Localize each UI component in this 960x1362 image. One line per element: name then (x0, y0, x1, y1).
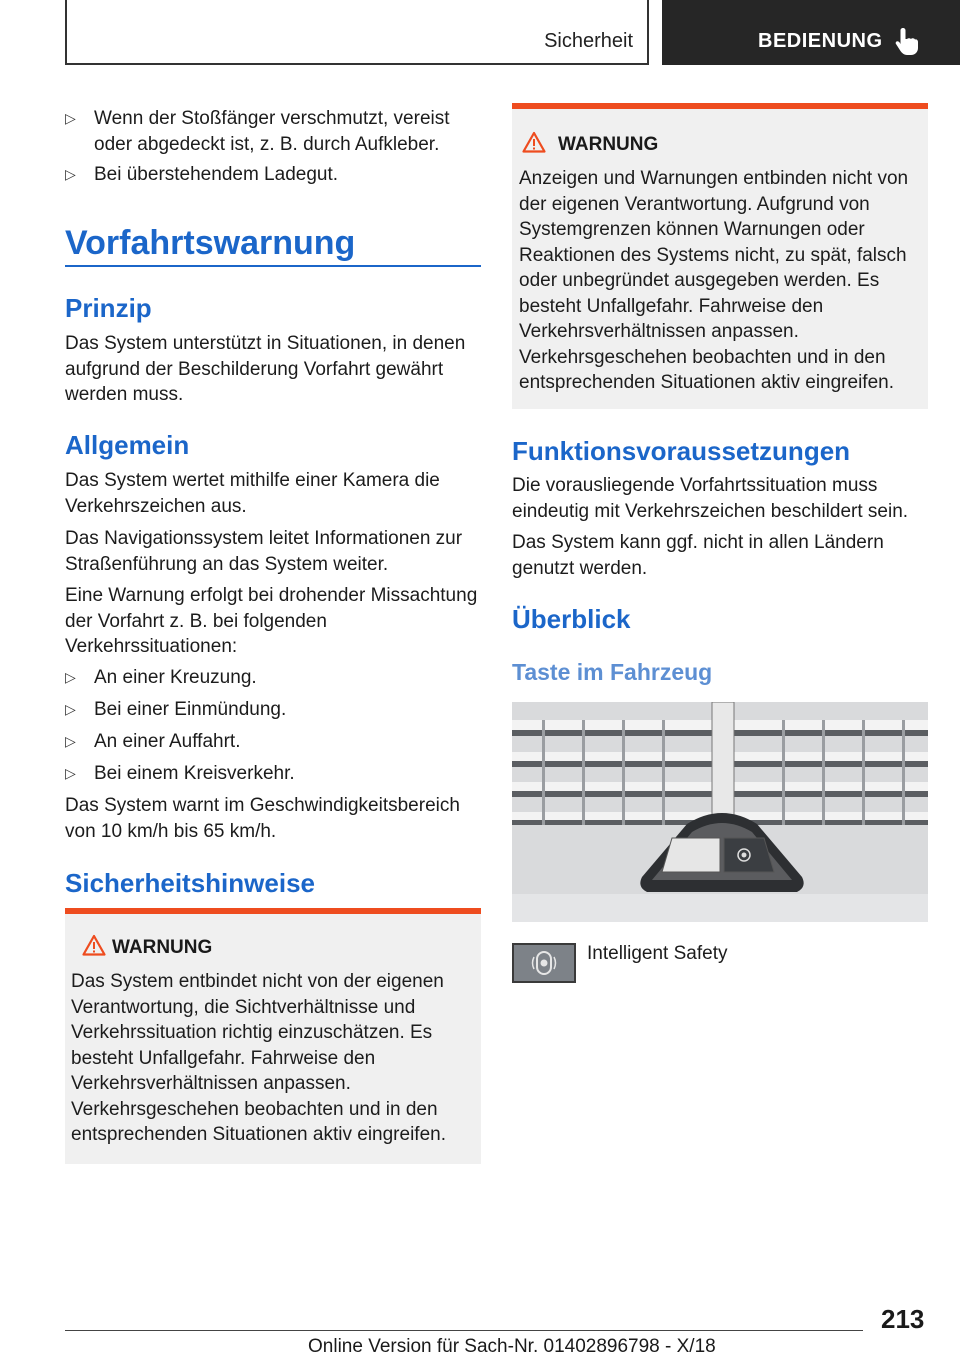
intelligent-safety-button (512, 943, 576, 983)
button-location-photo (512, 702, 928, 922)
heading-allgemein: Allgemein (65, 430, 190, 460)
warning-triangle-icon (522, 131, 546, 153)
heading-sicherheitshinweise: Sicherheitshinweise (65, 868, 315, 898)
list-item: ▷ Wenn der Stoßfänger verschmutzt, vereist oder abgedeckt ist, z. B. durch Aufkleber. (65, 108, 450, 155)
speed-range-text: Das System warnt im Geschwindigkeitsbereich von 10 km/h bis 65 km/h. (65, 795, 460, 842)
warning-triangle-icon (82, 934, 106, 956)
triangle-bullet-icon: ▷ (65, 669, 76, 685)
allgemein-text-1: Das System wertet mithilfe einer Kamera die Verkehrszeichen aus. (65, 470, 440, 517)
list-item: ▷ Bei einer Einmündung. (65, 697, 465, 723)
allgemein-text-2: Das Navigationssystem leitet Informationen zur Straßenführung an das System weiter. (65, 528, 463, 575)
heading-funktionsvoraussetzungen: Funktionsvoraussetzungen (512, 436, 851, 466)
heading-ueberblick: Überblick (512, 604, 631, 634)
title-divider (65, 265, 481, 267)
list-item: ▷ Bei einem Kreisverkehr. (65, 761, 465, 787)
triangle-bullet-icon: ▷ (65, 701, 76, 717)
hand-pointer-icon (894, 26, 920, 56)
list-item: ▷ An einer Kreuzung. (65, 665, 465, 691)
warning-text: Das System entbindet nicht von der eigenen Verantwortung, die Sichtverhältnisse und Verkehrssituation richtig einzuschätzen. Es besteht Unfallgefahr. Fahrweise den Verkehrsverhältnissen anpassen. Verkehrsgeschehen beobachten und in den entsprechenden Situationen aktiv eingreifen. (71, 971, 446, 1145)
footer-divider (65, 1330, 863, 1331)
heading-taste-im-fahrzeug: Taste im Fahrzeug (512, 659, 713, 685)
header-section-tab (65, 0, 649, 65)
footer-text: Online Version für Sach-Nr. 01402896798 - X/18 (308, 1336, 716, 1357)
triangle-bullet-icon: ▷ (65, 110, 76, 126)
header-section-label: Sicherheit (544, 30, 633, 52)
triangle-bullet-icon: ▷ (65, 733, 76, 749)
warning-box (65, 908, 481, 1164)
header-chapter-tab (662, 0, 960, 65)
heading-prinzip: Prinzip (65, 293, 152, 323)
list-item: ▷ An einer Auffahrt. (65, 729, 465, 755)
list-item: ▷ Bei überstehendem Ladegut. (65, 162, 465, 188)
warning-label: WARNUNG (112, 937, 213, 958)
warning-text: Anzeigen und Warnungen entbinden nicht von der eigenen Verantwortung. Aufgrund von Systemgrenzen können Warnungen oder Reaktionen des Systems nicht, zu spät, falsch oder unbegründet ausgegeben werden. Es besteht Unfallgefahr. Fahrweise den Verkehrsverhältnissen anpassen. Verkehrsgeschehen beobachten und in den entsprechenden Situationen aktiv eingreifen. (519, 168, 909, 393)
func-text-2: Das System kann ggf. nicht in allen Ländern genutzt werden. (512, 532, 884, 579)
warning-box (512, 103, 928, 409)
page-title: Vorfahrtswarnung (65, 224, 356, 262)
header-chapter-label: BEDIENUNG (758, 30, 883, 52)
warning-label: WARNUNG (558, 134, 659, 155)
prinzip-text: Das System unterstützt in Situationen, in denen aufgrund der Beschilderung Vorfahrt gewährt werden muss. (65, 333, 466, 405)
intelligent-safety-icon (514, 945, 574, 981)
vehicle-button-illustration (512, 702, 928, 922)
func-text-1: Die vorausliegende Vorfahrtssituation muss eindeutig mit Verkehrszeichen beschildert sein. (512, 475, 909, 522)
intelligent-safety-label: Intelligent Safety (587, 943, 728, 964)
page-number: 213 (881, 1304, 925, 1334)
allgemein-text-3: Eine Warnung erfolgt bei drohender Missachtung der Vorfahrt z. B. bei folgenden Verkehrssituationen: (65, 585, 478, 657)
triangle-bullet-icon: ▷ (65, 765, 76, 781)
triangle-bullet-icon: ▷ (65, 166, 76, 182)
